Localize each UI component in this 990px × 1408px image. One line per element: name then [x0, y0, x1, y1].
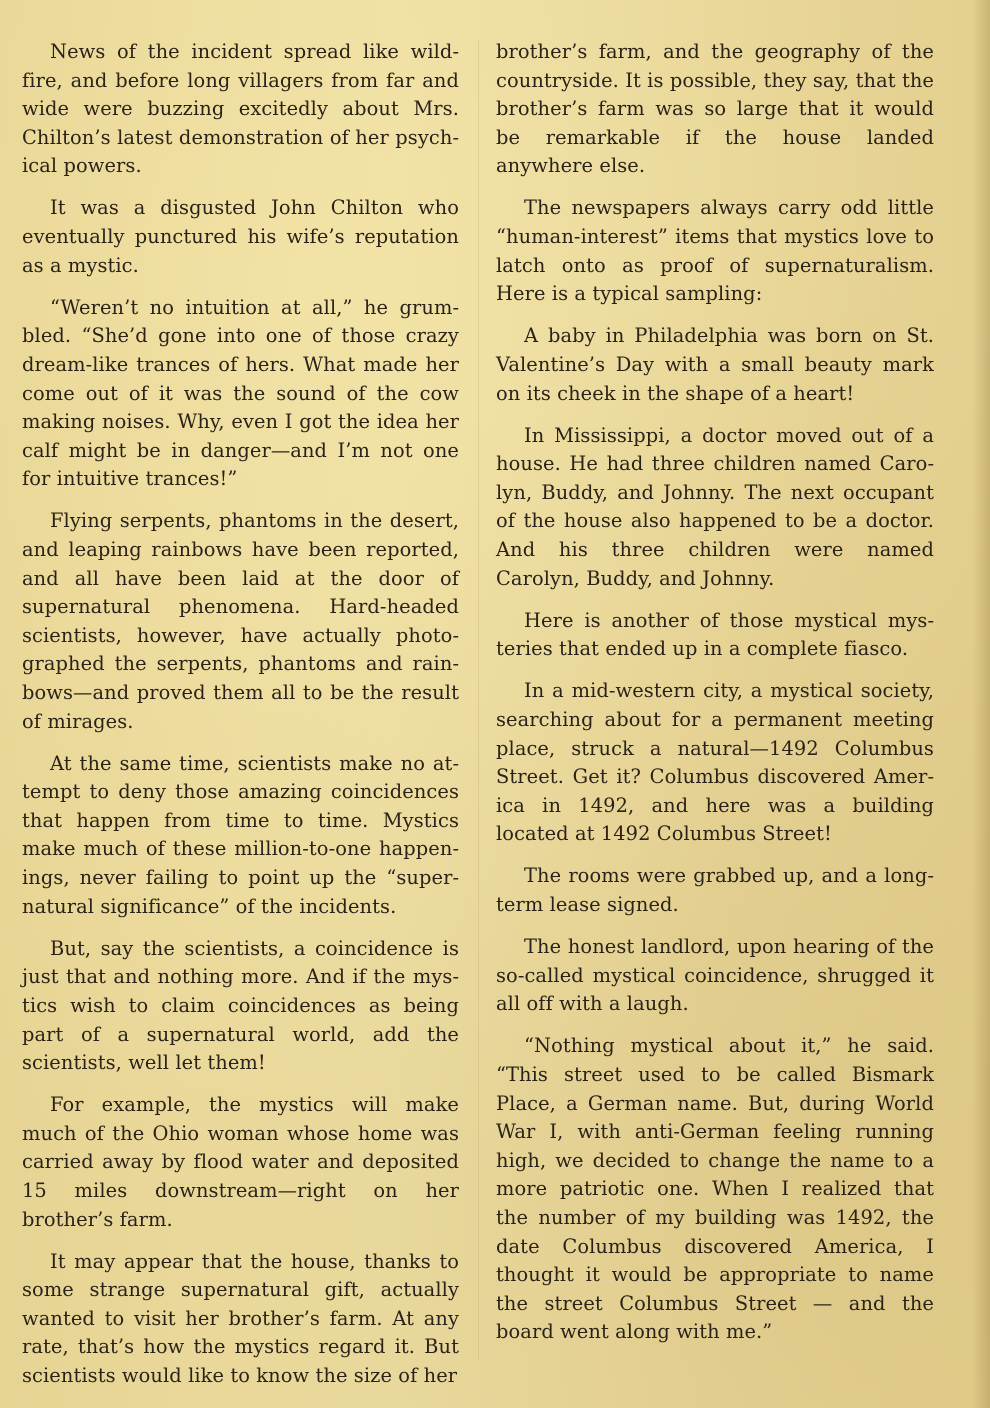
- column-gutter: [478, 40, 479, 1360]
- paragraph: “Weren’t no intuition at all,” he grumbled. “She’d gone into one of those crazy dream-like trances of hers. What made her come out of it was the sound of the cow making noises. Why, even I got the idea her calf might be in danger—and I’m not one for intuitive trances!”: [22, 295, 459, 491]
- paragraph: In a mid-western city, a mystical society, searching about for a permanent meeting place, struck a natural—1492 Columbus Street. Get it? Columbus discovered America in 1492, and here was a building located at 1492 Columbus Street!: [496, 679, 934, 846]
- paragraph: The newspapers always carry odd little “human-interest” items that mystics love to latch onto as proof of supernaturalism. Here is a typical sampling:: [496, 196, 934, 306]
- paragraph: News of the incident spread like wildfire, and before long villagers from far and wide were buzzing excitedly about Mrs. Chilton’s latest demonstration of her psychical powers.: [22, 40, 459, 178]
- paragraph-continuation: brother’s farm, and the geography of the countryside. It is possible, they say, that the brother’s farm was so large that it would be remarkable if the house landed anywhere else.: [496, 40, 934, 178]
- paragraph: It may appear that the house, thanks to some strange supernatural gift, actually wanted to visit her brother’s farm. At any rate, that’s how the mystics regard it. But scientists would like to know the size of her: [22, 1249, 459, 1388]
- paragraph: For example, the mystics will make much of the Ohio woman whose home was carried away by flood water and deposited 15 miles downstream—right on her brother’s farm.: [22, 1093, 459, 1231]
- paragraph: At the same time, scientists make no attempt to deny those amazing coincidences that happen from time to time. Mystics make much of these million-to-one happenings, never failing to point up the “supernatural significance” of the incidents.: [22, 751, 459, 918]
- paragraph: The honest landlord, upon hearing of the so-called mystical coincidence, shrugged it all off with a laugh.: [496, 935, 934, 1016]
- paragraph: Here is another of those mystical mysteries that ended up in a complete fiasco.: [496, 608, 934, 661]
- paragraph: A baby in Philadelphia was born on St. Valentine’s Day with a small beauty mark on its cheek in the shape of a heart!: [496, 324, 934, 405]
- paragraph: It was a disgusted John Chilton who eventually punctured his wife’s reputation as a mystic.: [22, 196, 459, 277]
- paragraph: The rooms were grabbed up, and a long-term lease signed.: [496, 864, 934, 917]
- page-edge-shadow: [972, 0, 990, 1408]
- paragraph: “Nothing mystical about it,” he said. “This street used to be called Bismark Place, a German name. But, during World War I, with anti-German feeling running high, we decided to change the name to a more patriotic one. When I realized that the number of my building was 1492, the date Columbus discovered America, I thought it would be appropriate to name the street Columbus Street — and the board went along with me.”: [496, 1034, 934, 1344]
- right-column: [496, 38, 934, 1360]
- paragraph: Flying serpents, phantoms in the desert, and leaping rainbows have been reported, and all have been laid at the door of supernatural phenomena. Hard-headed scientists, however, have actually photographed the serpents, phantoms and rainbows—and proved them all to be the result of mirages.: [22, 509, 459, 733]
- paragraph: But, say the scientists, a coincidence is just that and nothing more. And if the mystics wish to claim coincidences as being part of a supernatural world, add the scientists, well let them!: [22, 936, 459, 1075]
- paragraph: In Mississippi, a doctor moved out of a house. He had three children named Carolyn, Buddy, and Johnny. The next occupant of the house also happened to be a doctor. And his three children were named Carolyn, Buddy, and Johnny.: [496, 423, 934, 590]
- left-column: [22, 38, 459, 1404]
